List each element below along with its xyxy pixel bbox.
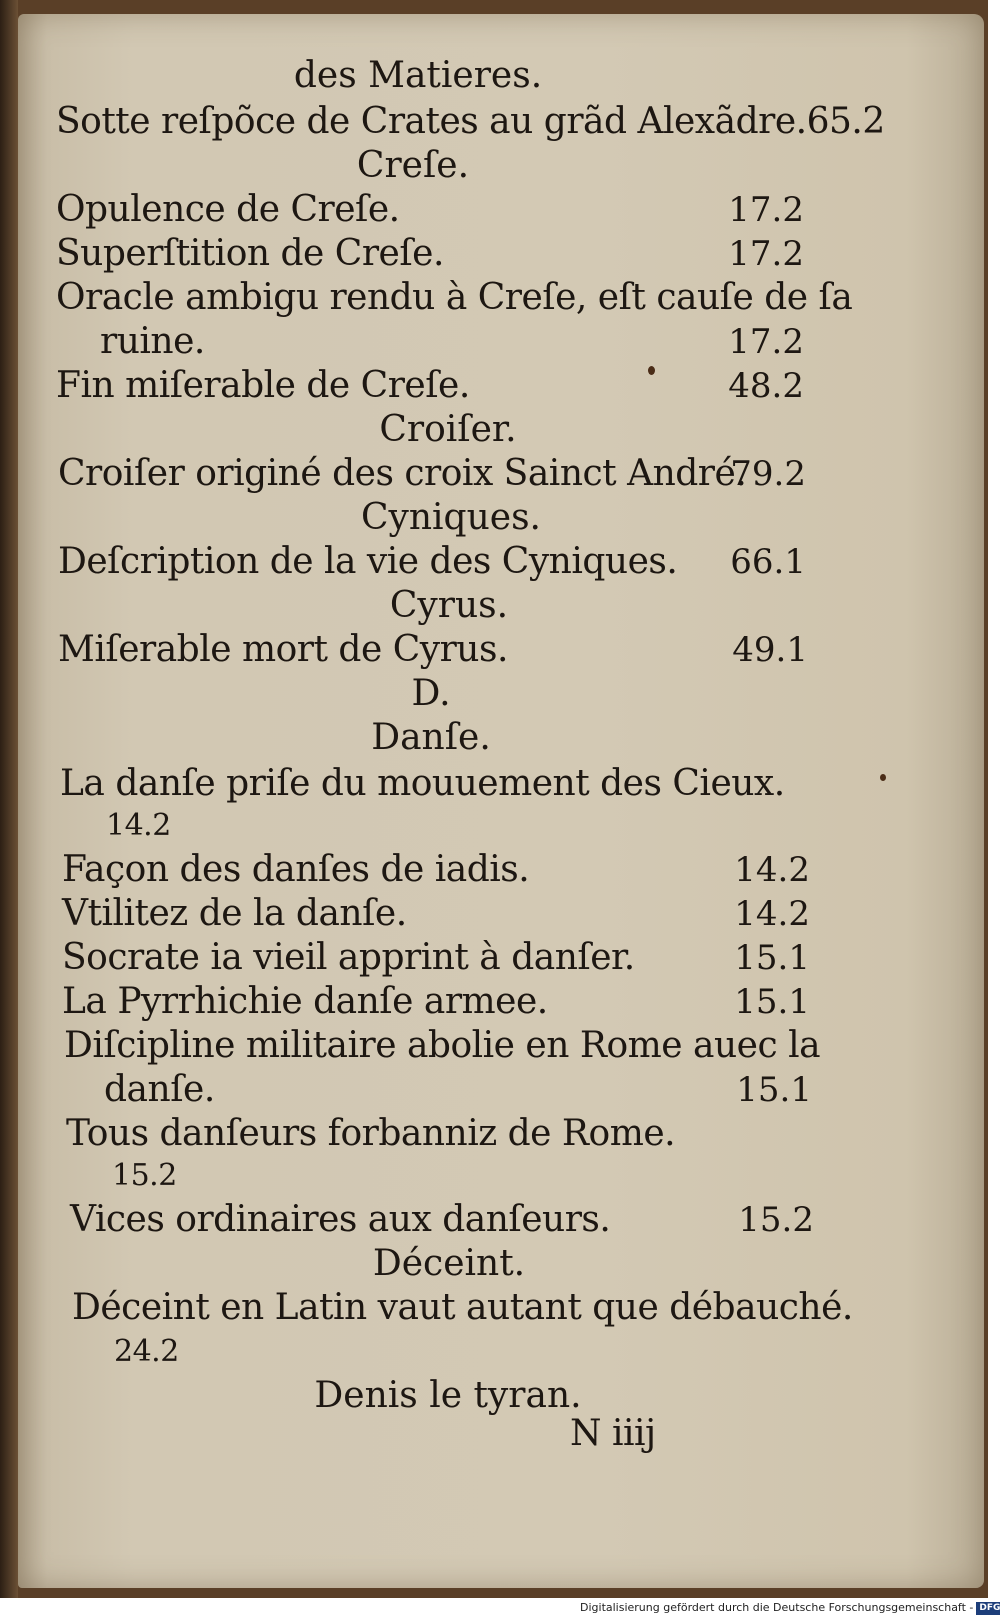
digitization-credit [580,1598,1000,1618]
signature-mark: N iiij [570,1413,656,1454]
page-reference: 14.2 [106,808,171,843]
index-entry: Façon des danſes de iadis. [62,849,530,890]
page-reference: 14.2 [734,850,810,890]
section-heading: Cyniques. [360,497,542,538]
section-heading: Creſe. [356,145,470,186]
dfg-logo: DFG [976,1602,1000,1615]
index-entry: Tous danſeurs forbanniz de Rome. [66,1113,676,1154]
index-text [18,14,984,1588]
index-entry: Déceint en Latin vaut autant que débauché. [72,1287,853,1328]
page-reference: 15.2 [738,1200,814,1240]
book-page [18,14,984,1588]
credit-text: Digitalisierung gefördert durch die Deutsche Forschungsgemeinschaft - [580,1601,974,1614]
index-entry: Diſcipline militaire abolie en Rome auec la [64,1025,821,1066]
index-entry: Vtilitez de la danſe. [62,893,407,934]
section-heading: Denis le tyran. [314,1375,582,1416]
index-entry: Miſerable mort de Cyrus. [58,629,508,670]
page-reference: 79.2 [730,454,806,494]
index-entry: Vices ordinaires aux danſeurs. [70,1199,611,1240]
index-entry: La Pyrrhichie danſe armee. [62,981,548,1022]
page-reference: 14.2 [734,894,810,934]
ink-spot [880,774,886,781]
index-entry: ruine. [100,321,205,362]
index-entry: Fin miſerable de Creſe. [56,365,470,406]
page-reference: 24.2 [114,1334,179,1369]
index-entry: Croiſer originé des croix Sainct André. [58,453,747,494]
index-entry: Oracle ambigu rendu à Creſe, eſt cauſe de ſa [56,277,853,318]
page-reference: 49.1 [732,630,808,670]
page-reference: 17.2 [728,322,804,362]
index-entry: La danſe priſe du mouuement des Cieux. [60,763,785,804]
page-reference: 17.2 [728,234,804,274]
running-head: des Matieres. [293,55,543,96]
section-heading: Croiſer. [379,409,517,450]
section-heading: Cyrus. [389,585,509,626]
section-heading: D. [411,673,451,714]
page-reference: 15.1 [734,938,810,978]
index-entry: Sotte reſpõce de Crates au grãd Alexãdre.65.2 [56,101,885,142]
section-heading: Déceint. [372,1243,526,1284]
book-gutter [0,0,18,1598]
page-reference: 15.1 [734,982,810,1022]
page-reference: 15.2 [112,1158,177,1193]
page-reference: 15.1 [736,1070,812,1110]
index-entry: danſe. [104,1069,215,1110]
index-entry: Opulence de Creſe. [56,189,400,230]
ink-spot [648,366,655,375]
index-entry: Socrate ia vieil apprint à danſer. [62,937,635,978]
section-heading: Danſe. [371,717,491,758]
page-reference: 66.1 [730,542,806,582]
index-entry: Superſtition de Creſe. [56,233,444,274]
page-reference: 17.2 [728,190,804,230]
page-reference: 48.2 [728,366,804,406]
index-entry: Deſcription de la vie des Cyniques. [58,541,678,582]
